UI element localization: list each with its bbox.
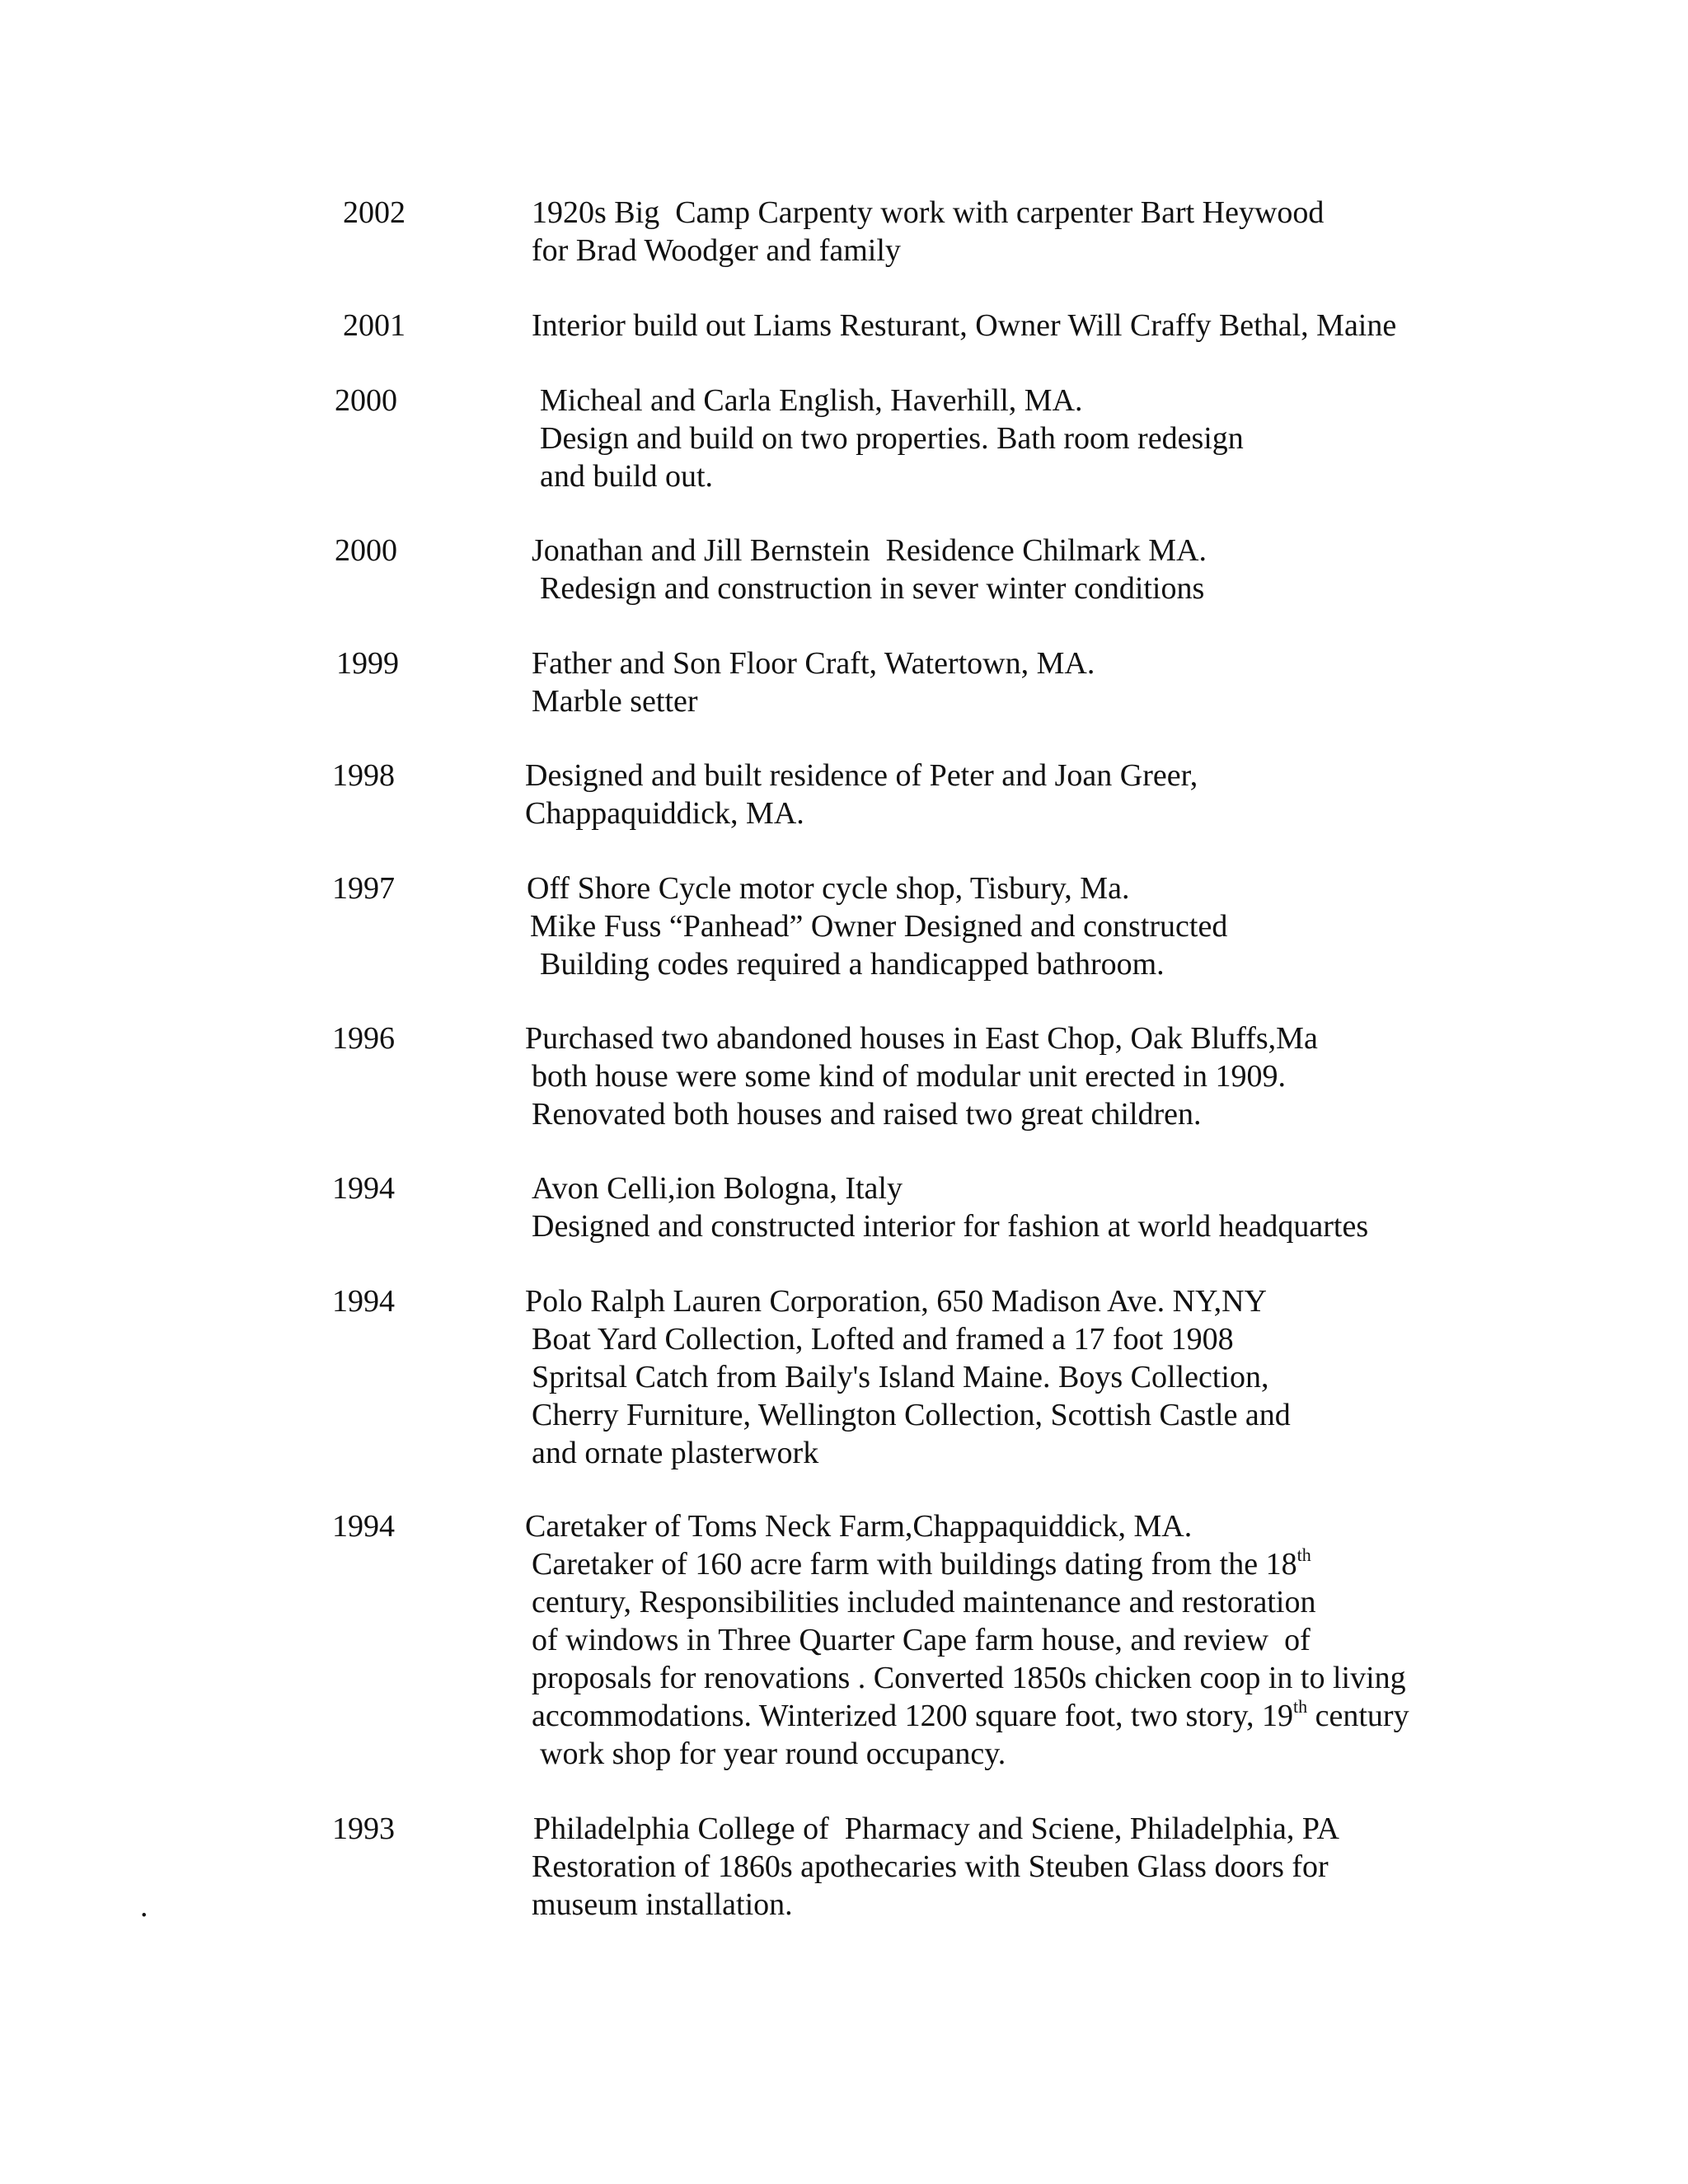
entry-line: [532, 1697, 1409, 1735]
entry-line: Design and build on two properties. Bath room redesign: [540, 421, 1244, 456]
entry-line: Off Shore Cycle motor cycle shop, Tisbury, Ma.: [527, 871, 1130, 906]
entry-line: Boat Yard Collection, Lofted and framed a 17 foot 1908: [532, 1322, 1234, 1357]
entry-line: and ornate plasterwork: [532, 1436, 819, 1470]
entry-line: Designed and built residence of Peter and Joan Greer,: [525, 758, 1198, 793]
entry-line: Designed and constructed interior for fashion at world headquartes: [532, 1209, 1369, 1244]
entry-line-text: century: [1307, 1699, 1409, 1733]
entry-year: 2000: [335, 383, 397, 418]
entry-line: of windows in Three Quarter Cape farm house, and review of: [532, 1623, 1311, 1657]
entry-line: Renovated both houses and raised two great children.: [532, 1097, 1202, 1132]
entry-line: Interior build out Liams Resturant, Owner Will Craffy Bethal, Maine: [532, 308, 1397, 343]
superscript: th: [1293, 1696, 1308, 1717]
entry-line: Polo Ralph Lauren Corporation, 650 Madison Ave. NY,NY: [525, 1284, 1267, 1319]
entry-line: Spritsal Catch from Baily's Island Maine. Boys Collection,: [532, 1360, 1269, 1394]
entry-line: Jonathan and Jill Bernstein Residence Chilmark MA.: [532, 533, 1207, 568]
entry-line-text: Caretaker of 160 acre farm with buildings dating from the 18: [532, 1547, 1297, 1582]
entry-line: 1920s Big Camp Carpenty work with carpenter Bart Heywood: [532, 195, 1325, 230]
entry-line: Restoration of 1860s apothecaries with Steuben Glass doors for: [532, 1849, 1329, 1884]
entry-year: 1994: [332, 1509, 395, 1544]
entry-year: 1996: [332, 1021, 395, 1056]
entry-line: Cherry Furniture, Wellington Collection, Scottish Castle and: [532, 1398, 1291, 1432]
entry-line: Chappaquiddick, MA.: [525, 796, 804, 831]
entry-line: museum installation.: [532, 1887, 793, 1922]
entry-line: both house were some kind of modular unit erected in 1909.: [532, 1059, 1286, 1094]
entry-line: [532, 1545, 1311, 1583]
entry-year: 1999: [336, 646, 399, 681]
entry-line: Building codes required a handicapped bathroom.: [540, 947, 1165, 982]
entry-year: 1997: [332, 871, 395, 906]
entry-year: 2002: [343, 195, 406, 230]
entry-line: century, Responsibilities included maintenance and restoration: [532, 1585, 1316, 1619]
entry-line: work shop for year round occupancy.: [540, 1736, 1006, 1771]
entry-year: 1994: [332, 1284, 395, 1319]
entry-line: proposals for renovations . Converted 1850s chicken coop in to living: [532, 1661, 1406, 1695]
entry-line: Micheal and Carla English, Haverhill, MA.: [540, 383, 1083, 418]
entry-year: 2001: [343, 308, 406, 343]
entry-line: Purchased two abandoned houses in East Chop, Oak Bluffs,Ma: [525, 1021, 1318, 1056]
entry-line: Mike Fuss “Panhead” Owner Designed and constructed: [530, 909, 1228, 944]
entry-year: 2000: [335, 533, 397, 568]
entry-year: 1993: [332, 1811, 395, 1846]
stray-dot: .: [140, 1889, 148, 1924]
entry-line: Father and Son Floor Craft, Watertown, MA.: [532, 646, 1095, 681]
entry-line: Philadelphia College of Pharmacy and Sciene, Philadelphia, PA: [533, 1811, 1339, 1846]
entry-year: 1998: [332, 758, 395, 793]
entry-line: Redesign and construction in sever winter conditions: [540, 571, 1205, 606]
entry-line: for Brad Woodger and family: [532, 233, 901, 268]
entry-line-text: accommodations. Winterized 1200 square foot, two story, 19: [532, 1699, 1293, 1733]
entry-line: Marble setter: [532, 684, 698, 719]
entry-line: and build out.: [540, 459, 714, 494]
entry-year: 1994: [332, 1171, 395, 1206]
entry-line: Avon Celli,ion Bologna, Italy: [532, 1171, 903, 1206]
superscript: th: [1296, 1544, 1311, 1565]
entry-line: Caretaker of Toms Neck Farm,Chappaquiddick, MA.: [525, 1509, 1193, 1544]
